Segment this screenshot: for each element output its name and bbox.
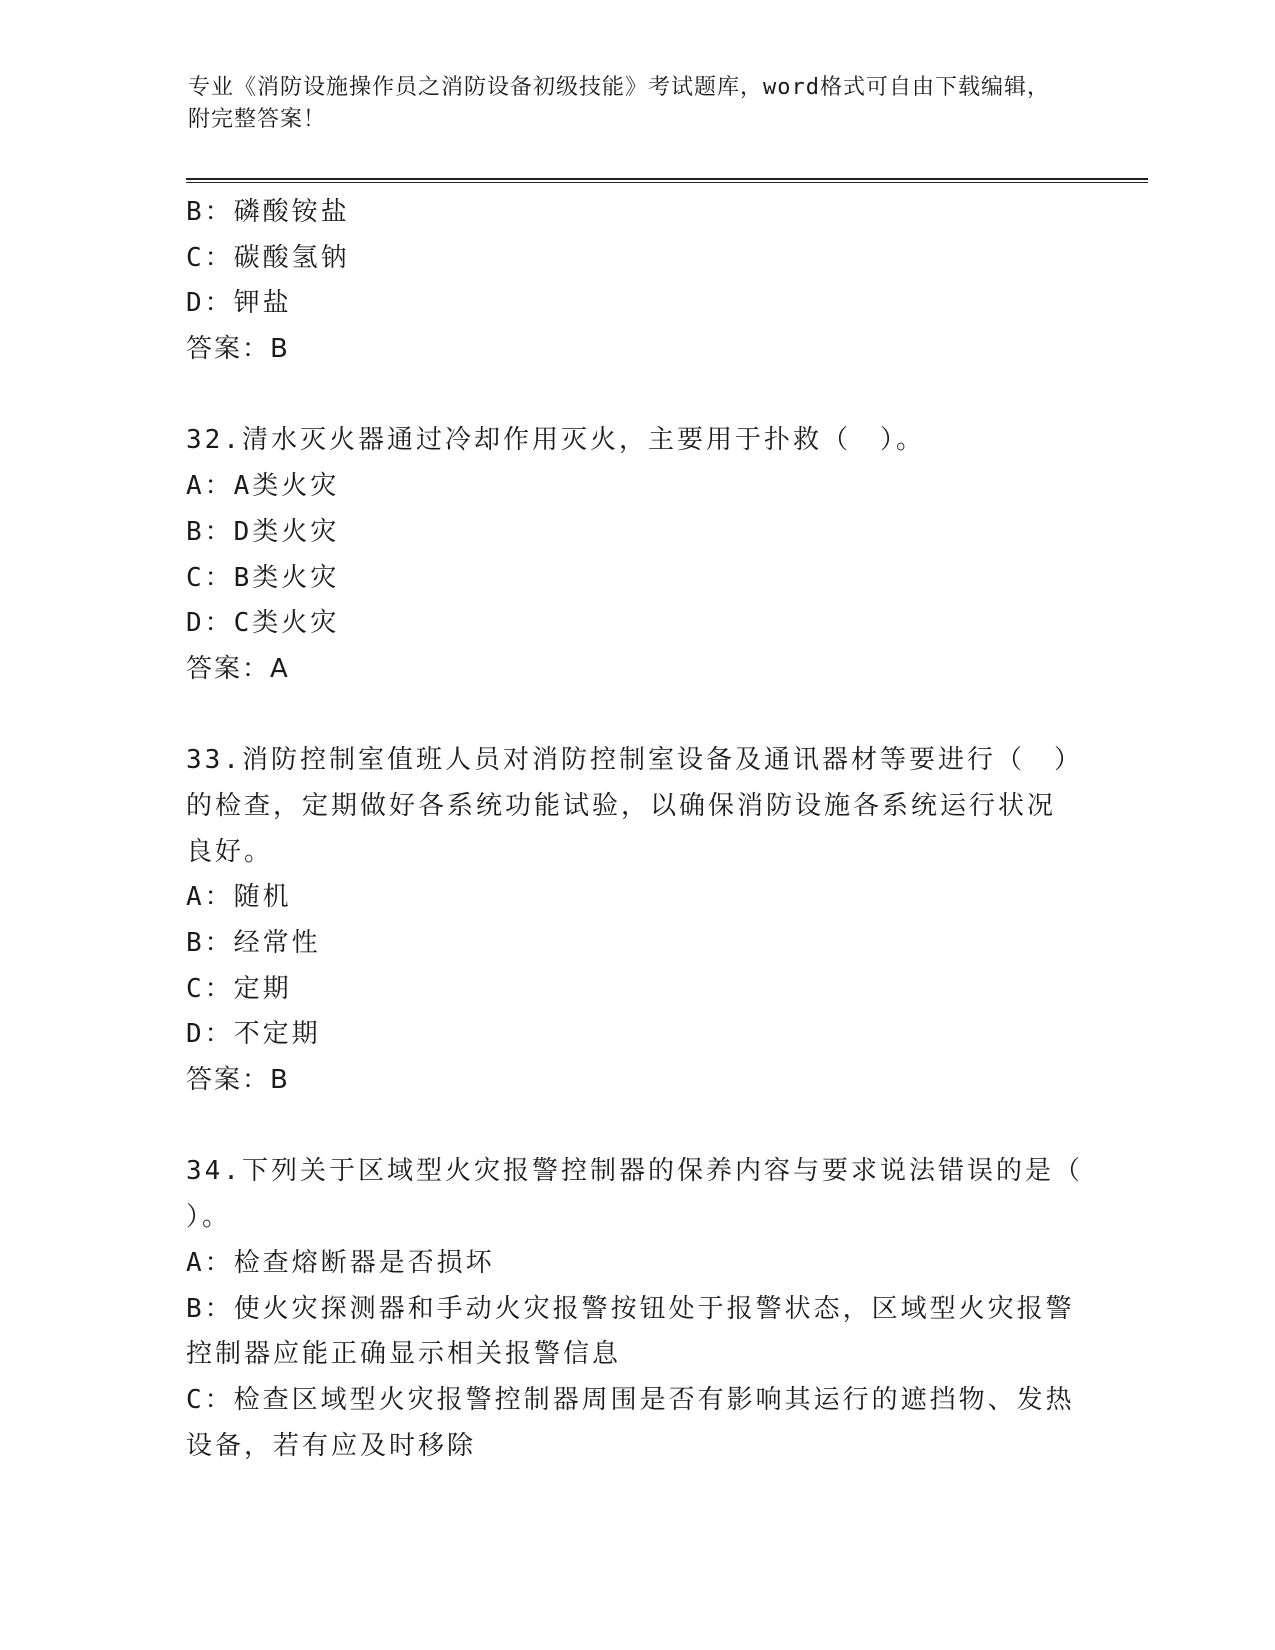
question-content <box>186 190 1083 1469</box>
question-text-line: 33.消防控制室值班人员对消防控制室设备及通讯器材等要进行（ ） <box>186 745 1083 776</box>
header-text: 专业《消防设施操作员之消防设备初级技能》考试题库，word格式可自由下载编辑，附完整答案！ <box>188 75 1050 132</box>
question-text-line: 34.下列关于区域型火灾报警控制器的保养内容与要求说法错误的是（ <box>186 1156 1083 1187</box>
option-a: A：随机 <box>186 882 292 913</box>
option-a: A：A类火灾 <box>186 471 340 502</box>
answer-line: 答案：B <box>186 1065 290 1096</box>
question-32 <box>186 418 1066 692</box>
option-b-line: B：使火灾探测器和手动火灾报警按钮处于报警状态，区域型火灾报警 <box>186 1293 1075 1324</box>
answer-line: 答案：A <box>186 653 290 684</box>
option-c: C：定期 <box>186 973 292 1004</box>
spacer <box>186 373 1066 419</box>
header-divider <box>186 178 1148 183</box>
spacer <box>186 693 1066 739</box>
option-c-line: 设备，若有应及时移除 <box>186 1430 477 1461</box>
option-b: B：经常性 <box>186 928 321 958</box>
option-c: C：B类火灾 <box>186 562 340 593</box>
question-text-line: 的检查，定期做好各系统功能试验，以确保消防设施各系统运行状况 <box>186 790 1057 821</box>
option-b: B：D类火灾 <box>186 516 340 547</box>
answer-line: 答案：B <box>186 334 290 365</box>
question-text-line: ）。 <box>186 1202 232 1233</box>
option-d: D：不定期 <box>186 1019 321 1050</box>
question-34 <box>186 1149 1083 1469</box>
question-33 <box>186 738 1083 1104</box>
question-text-line: 良好。 <box>186 836 274 867</box>
option-c: C：碳酸氢钠 <box>186 242 350 273</box>
option-d: D：C类火灾 <box>186 608 340 639</box>
option-b: B：磷酸铵盐 <box>186 197 350 227</box>
document-header <box>188 72 1068 136</box>
spacer <box>186 1104 1066 1150</box>
question-text: 32.清水灭火器通过冷却作用灭火，主要用于扑救（ ）。 <box>186 425 925 456</box>
option-c-line: C：检查区域型火灾报警控制器周围是否有影响其运行的遮挡物、发热 <box>186 1384 1075 1415</box>
option-a: A：检查熔断器是否损坏 <box>186 1247 495 1278</box>
question-31-tail <box>186 190 1066 373</box>
option-d: D：钾盐 <box>186 288 292 319</box>
option-b-line: 控制器应能正确显示相关报警信息 <box>186 1339 622 1370</box>
